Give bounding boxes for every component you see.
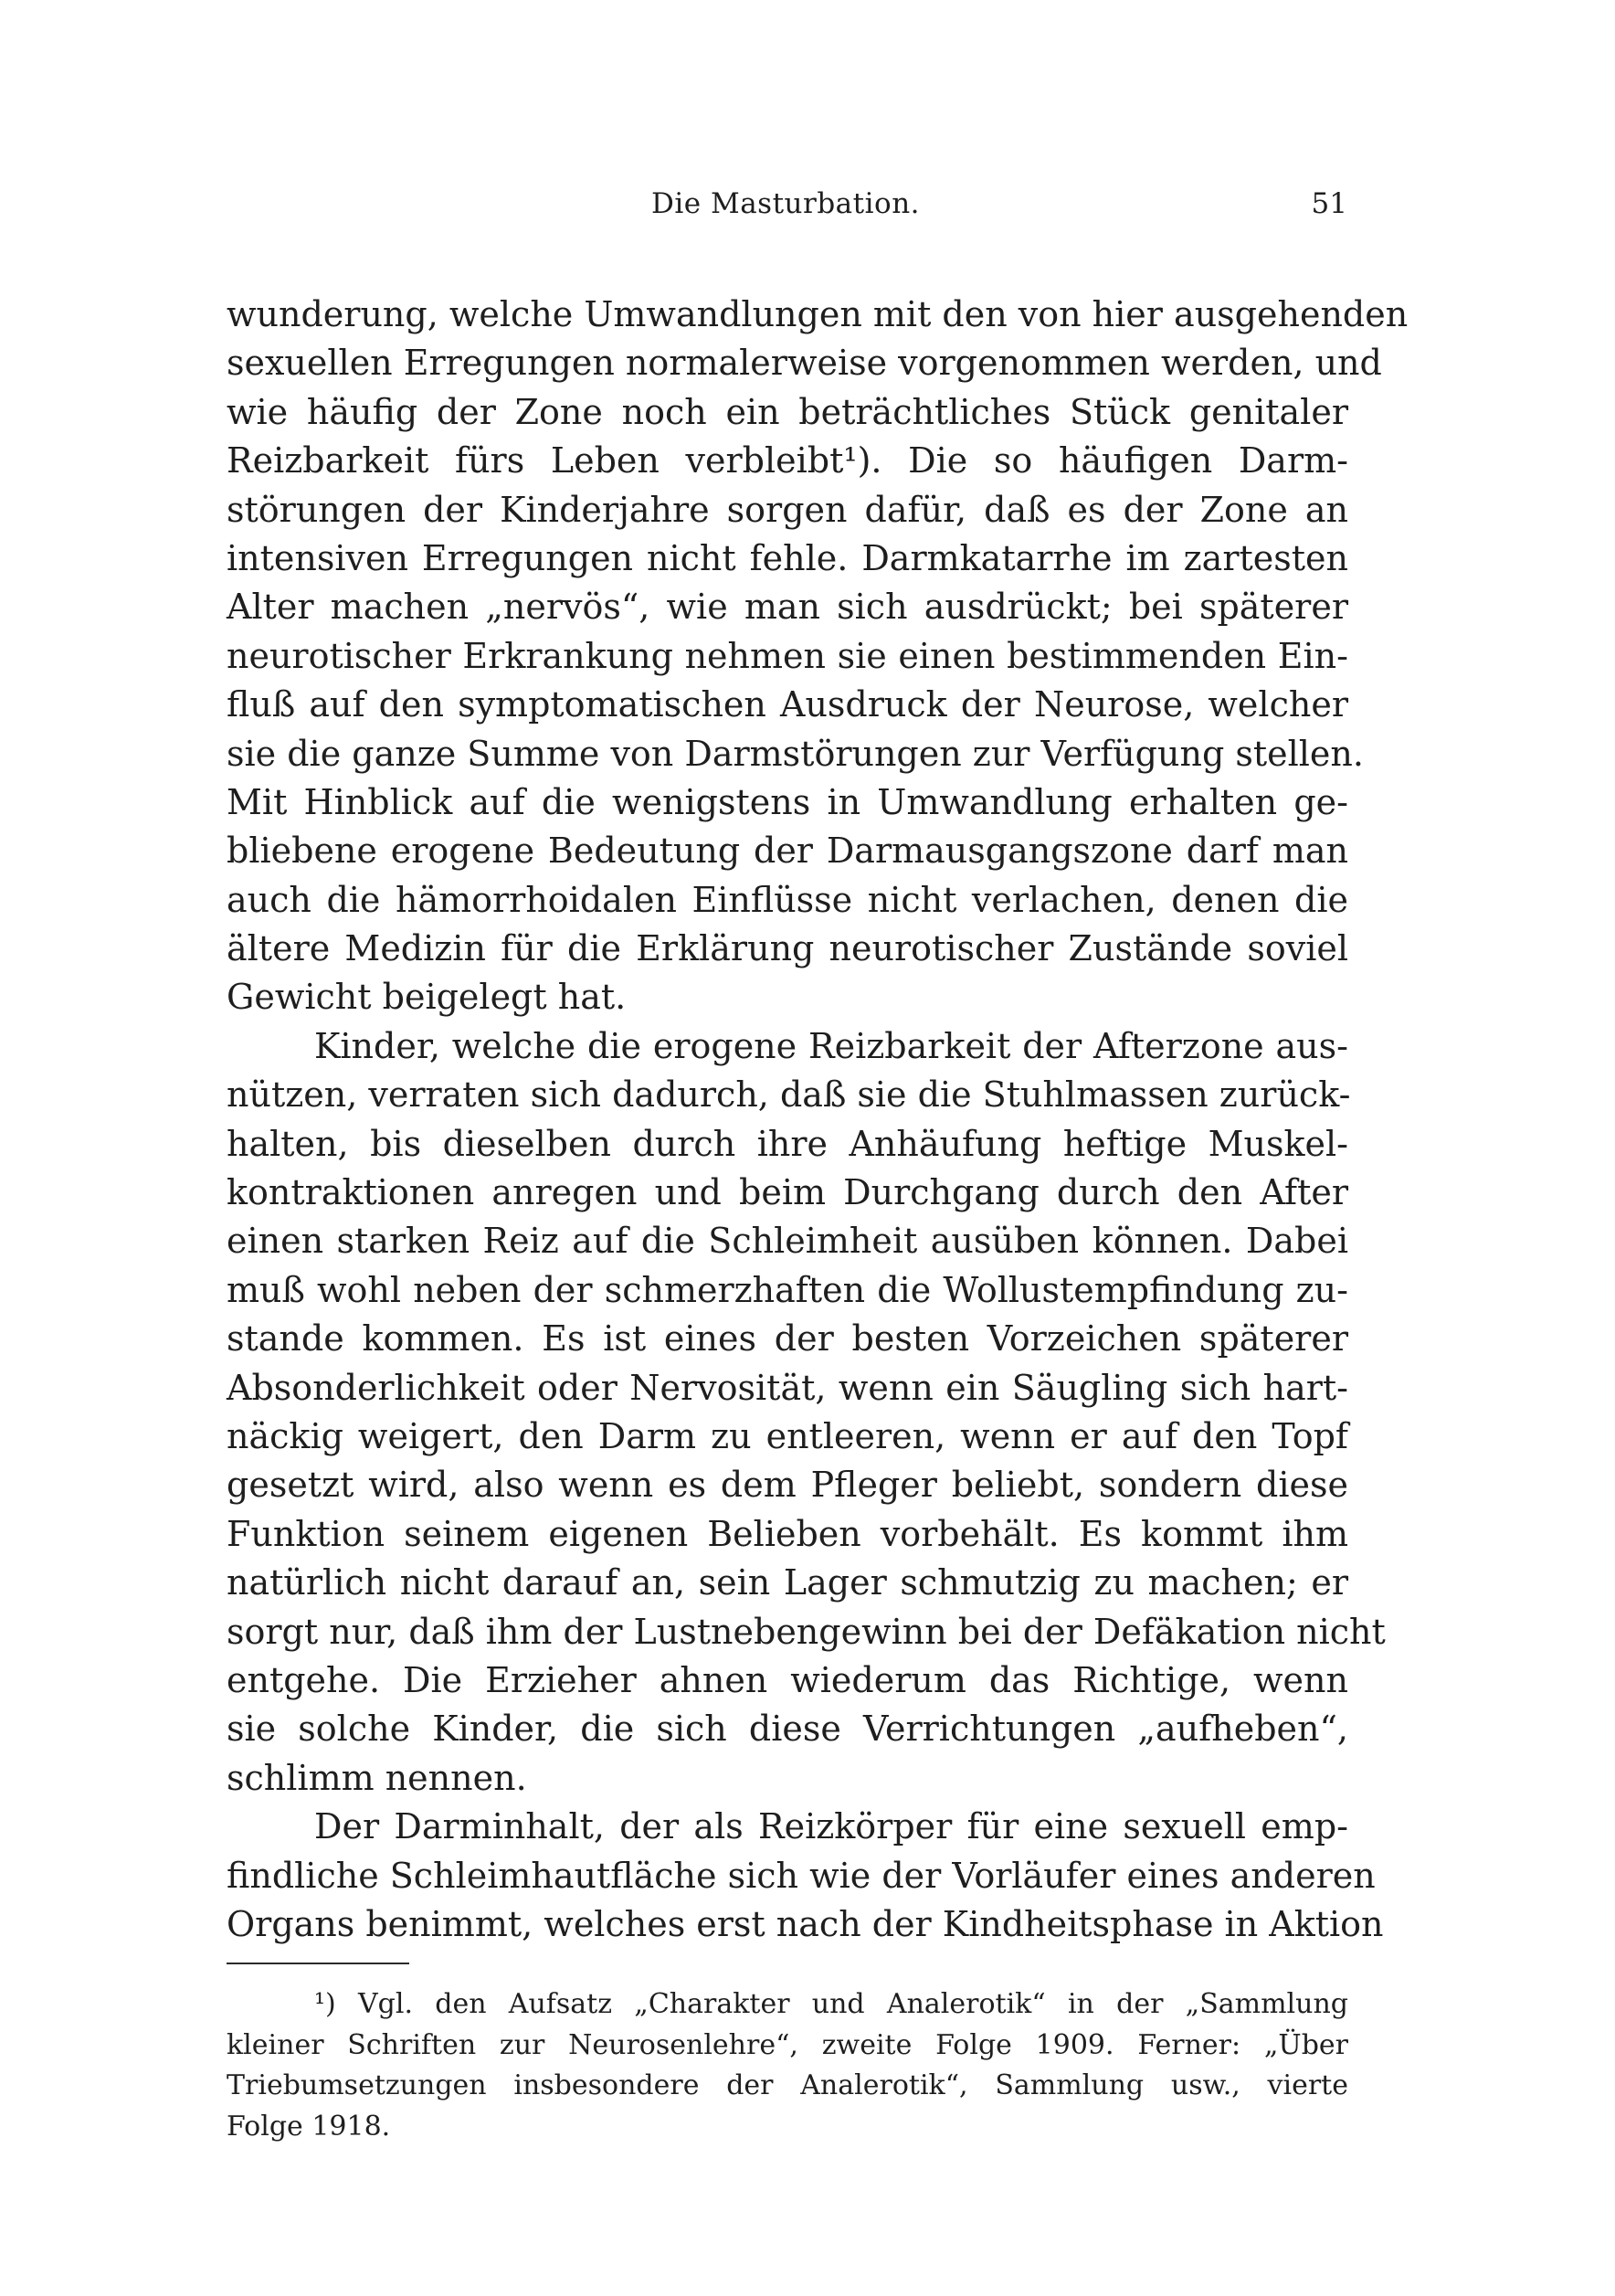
text-line: Der Darminhalt, der als Reizkörper für eine sexuell emp-	[314, 1806, 1348, 1847]
footnote-line: kleiner Schriften zur Neurosenlehre“, zweite Folge 1909. Ferner: „Über	[227, 2028, 1348, 2061]
text-line: Alter machen „nervös“, wie man sich ausdrückt; bei späterer	[227, 587, 1348, 628]
running-title: Die Masturbation.	[650, 187, 921, 220]
text-line: Organs benimmt, welches erst nach der Kindheitsphase in Aktion	[227, 1903, 1384, 1944]
text-line: entgehe. Die Erzieher ahnen wiederum das Richtige, wenn	[227, 1659, 1348, 1700]
text-line: Mit Hinblick auf die wenigstens in Umwandlung erhalten ge-	[227, 781, 1348, 822]
text-line: schlimm nennen.	[227, 1757, 527, 1798]
footnote-line: Triebumsetzungen insbesondere der Analerotik“, Sammlung usw., vierte	[227, 2069, 1348, 2101]
text-line: näckig weigert, den Darm zu entleeren, wenn er auf den Topf	[227, 1415, 1348, 1456]
text-line: Absonderlichkeit oder Nervosität, wenn ein Säugling sich hart-	[227, 1367, 1348, 1408]
footnote-rule	[227, 1963, 409, 1964]
text-line: sexuellen Erregungen normalerweise vorgenommen werden, und	[227, 343, 1382, 384]
text-line: wunderung, welche Umwandlungen mit den von hier ausgehenden	[227, 294, 1409, 334]
text-line: halten, bis dieselben durch ihre Anhäufung heftige Muskel-	[227, 1123, 1348, 1164]
text-line: wie häufig der Zone noch ein beträchtliches Stück genitaler	[227, 391, 1348, 432]
text-line: sorgt nur, daß ihm der Lustnebengewinn bei der Defäkation nicht	[227, 1611, 1386, 1652]
page-number: 51	[1311, 187, 1347, 220]
text-line: sie solche Kinder, die sich diese Verrichtungen „aufheben“,	[227, 1709, 1348, 1750]
text-line: auch die hämorrhoidalen Einflüsse nicht verlachen, denen die	[227, 879, 1348, 920]
footnote-line: Folge 1918.	[227, 2110, 391, 2143]
footnotes	[227, 1984, 1348, 2147]
text-line: muß wohl neben der schmerzhaften die Wollustempfindung zu-	[227, 1269, 1348, 1310]
text-line: sie die ganze Summe von Darmstörungen zur Verfügung stellen.	[227, 733, 1364, 774]
text-line: nützen, verraten sich dadurch, daß sie die Stuhlmassen zurück-	[227, 1074, 1351, 1116]
text-line: Reizbarkeit fürs Leben verbleibt¹). Die so häufigen Darm-	[227, 440, 1348, 481]
text-line: kontraktionen anregen und beim Durchgang durch den After	[227, 1172, 1348, 1213]
text-line: intensiven Erregungen nicht fehle. Darmkatarrhe im zartesten	[227, 537, 1348, 578]
text-line: störungen der Kinderjahre sorgen dafür, daß es der Zone an	[227, 489, 1348, 530]
text-line: neurotischer Erkrankung nehmen sie einen bestimmenden Ein-	[227, 635, 1348, 676]
page-header	[224, 187, 1347, 233]
footnote-line: ¹) Vgl. den Aufsatz „Charakter und Analerotik“ in der „Sammlung	[314, 1988, 1348, 2020]
text-line: stande kommen. Es ist eines der besten Vorzeichen späterer	[227, 1318, 1348, 1360]
text-line: fluß auf den symptomatischen Ausdruck der Neurose, welcher	[227, 684, 1348, 725]
text-line: natürlich nicht darauf an, sein Lager schmutzig zu machen; er	[227, 1562, 1348, 1603]
text-line: Gewicht beigelegt hat.	[227, 977, 627, 1018]
text-line: Funktion seinem eigenen Belieben vorbehält. Es kommt ihm	[227, 1513, 1348, 1554]
text-line: bliebene erogene Bedeutung der Darmausgangszone darf man	[227, 831, 1348, 872]
text-line: gesetzt wird, also wenn es dem Pfleger beliebt, sondern diese	[227, 1465, 1348, 1506]
body-text	[227, 291, 1409, 1949]
text-line: einen starken Reiz auf die Schleimheit ausüben können. Dabei	[227, 1221, 1348, 1262]
text-line: Kinder, welche die erogene Reizbarkeit der Afterzone aus-	[314, 1025, 1348, 1066]
text-line: ältere Medizin für die Erklärung neurotischer Zustände soviel	[227, 928, 1348, 969]
text-line: findliche Schleimhautfläche sich wie der Vorläufer eines anderen	[227, 1855, 1376, 1896]
